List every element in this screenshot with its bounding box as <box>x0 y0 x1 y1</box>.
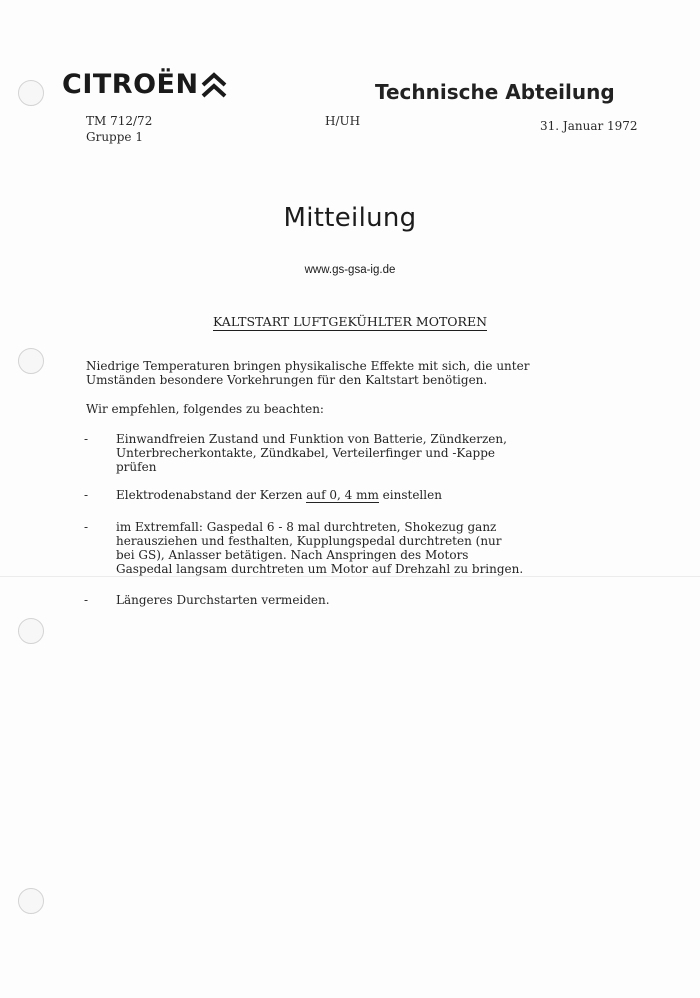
bullet-item <box>116 520 636 576</box>
logo-text: CITROËN <box>62 69 199 100</box>
underlined-value: auf 0, 4 mm <box>306 488 379 502</box>
page-title: Mitteilung <box>283 203 417 233</box>
double-chevron-icon <box>201 71 227 99</box>
punch-hole <box>18 80 44 106</box>
reference-block <box>86 113 152 145</box>
bullet-dash: - <box>84 520 89 534</box>
department-name: Technische Abteilung <box>375 80 615 104</box>
author-initials: H/UH <box>325 114 361 128</box>
bullet-line: Unterbrecherkontakte, Zündkabel, Verteilerfinger und -Kappe <box>116 446 495 460</box>
bullet-line: Einwandfreien Zustand und Funktion von Batterie, Zündkerzen, <box>116 432 507 446</box>
website-watermark: www.gs-gsa-ig.de <box>304 264 396 276</box>
intro-line: Umständen besondere Vorkehrungen für den Kaltstart benötigen. <box>86 373 488 387</box>
group-label: Gruppe 1 <box>86 130 143 144</box>
citroen-logo <box>62 68 227 102</box>
punch-hole <box>18 888 44 914</box>
bullet-dash: - <box>84 432 89 446</box>
subject-heading <box>0 314 700 329</box>
recommendation-line: Wir empfehlen, folgendes zu beachten: <box>86 402 324 416</box>
bullet-item <box>116 593 636 607</box>
bullet-item <box>116 432 636 474</box>
bullet-item <box>116 488 636 502</box>
subject-text: KALTSTART LUFTGEKÜHLTER MOTOREN <box>212 314 488 329</box>
bullet-line: im Extremfall: Gaspedal 6 - 8 mal durchtreten, Shokezug ganz <box>116 520 497 534</box>
bullet-text: einstellen <box>378 488 442 502</box>
reference-number: TM 712/72 <box>86 114 153 128</box>
bullet-line: herausziehen und festhalten, Kupplungspedal durchtreten (nur <box>116 534 502 548</box>
bullet-dash: - <box>84 593 89 607</box>
punch-hole <box>18 348 44 374</box>
bullet-line: Längeres Durchstarten vermeiden. <box>116 593 330 607</box>
document-date: 31. Januar 1972 <box>540 119 638 133</box>
punch-hole <box>18 618 44 644</box>
fold-line <box>0 576 700 577</box>
bullet-line: bei GS), Anlasser betätigen. Nach Anspringen des Motors <box>116 548 469 562</box>
bullet-dash: - <box>84 488 89 502</box>
bullet-line: prüfen <box>116 460 157 474</box>
bullet-line: Gaspedal langsam durchtreten um Motor auf Drehzahl zu bringen. <box>116 562 524 576</box>
intro-paragraph <box>86 359 646 387</box>
intro-line: Niedrige Temperaturen bringen physikalische Effekte mit sich, die unter <box>86 359 530 373</box>
bullet-text: Elektrodenabstand der Kerzen <box>116 488 307 502</box>
